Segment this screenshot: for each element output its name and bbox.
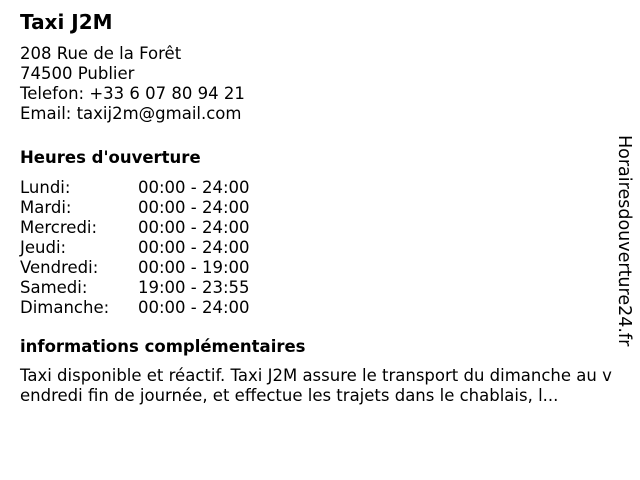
hours-row bbox=[20, 178, 620, 198]
hours-time: 00:00 - 24:00 bbox=[138, 238, 250, 257]
hours-time: 00:00 - 24:00 bbox=[138, 178, 250, 197]
site-watermark: Horairesdouverture24.fr bbox=[614, 135, 634, 347]
hours-time: 00:00 - 24:00 bbox=[138, 298, 250, 317]
hours-row bbox=[20, 278, 620, 298]
hours-time: 19:00 - 23:55 bbox=[138, 278, 250, 297]
hours-day: Vendredi: bbox=[20, 258, 99, 277]
hours-row bbox=[20, 298, 620, 318]
hours-row bbox=[20, 258, 620, 278]
hours-day: Lundi: bbox=[20, 178, 71, 197]
hours-row bbox=[20, 218, 620, 238]
hours-time: 00:00 - 24:00 bbox=[138, 218, 250, 237]
business-name: Taxi J2M bbox=[20, 10, 113, 34]
hours-day: Samedi: bbox=[20, 278, 88, 297]
email-text: Email: taxij2m@gmail.com bbox=[20, 104, 242, 123]
phone-text: Telefon: +33 6 07 80 94 21 bbox=[20, 84, 245, 103]
hours-row bbox=[20, 238, 620, 258]
hours-day: Dimanche: bbox=[20, 298, 110, 317]
hours-day: Mercredi: bbox=[20, 218, 98, 237]
hours-day: Jeudi: bbox=[20, 238, 67, 257]
extra-info-title: informations complémentaires bbox=[20, 337, 306, 356]
hours-time: 00:00 - 24:00 bbox=[138, 198, 250, 217]
business-card bbox=[20, 8, 620, 406]
extra-info-text: Taxi disponible et réactif. Taxi J2M assure le transport du dimanche au vendredi fin de journée, et effectue les trajets dans le chablais, l... bbox=[20, 366, 612, 405]
address-city: 74500 Publier bbox=[20, 64, 135, 83]
hours-table bbox=[20, 178, 620, 318]
hours-title: Heures d'ouverture bbox=[20, 148, 201, 167]
address-street: 208 Rue de la Forêt bbox=[20, 44, 182, 63]
hours-day: Mardi: bbox=[20, 198, 72, 217]
hours-row bbox=[20, 198, 620, 218]
hours-time: 00:00 - 19:00 bbox=[138, 258, 250, 277]
